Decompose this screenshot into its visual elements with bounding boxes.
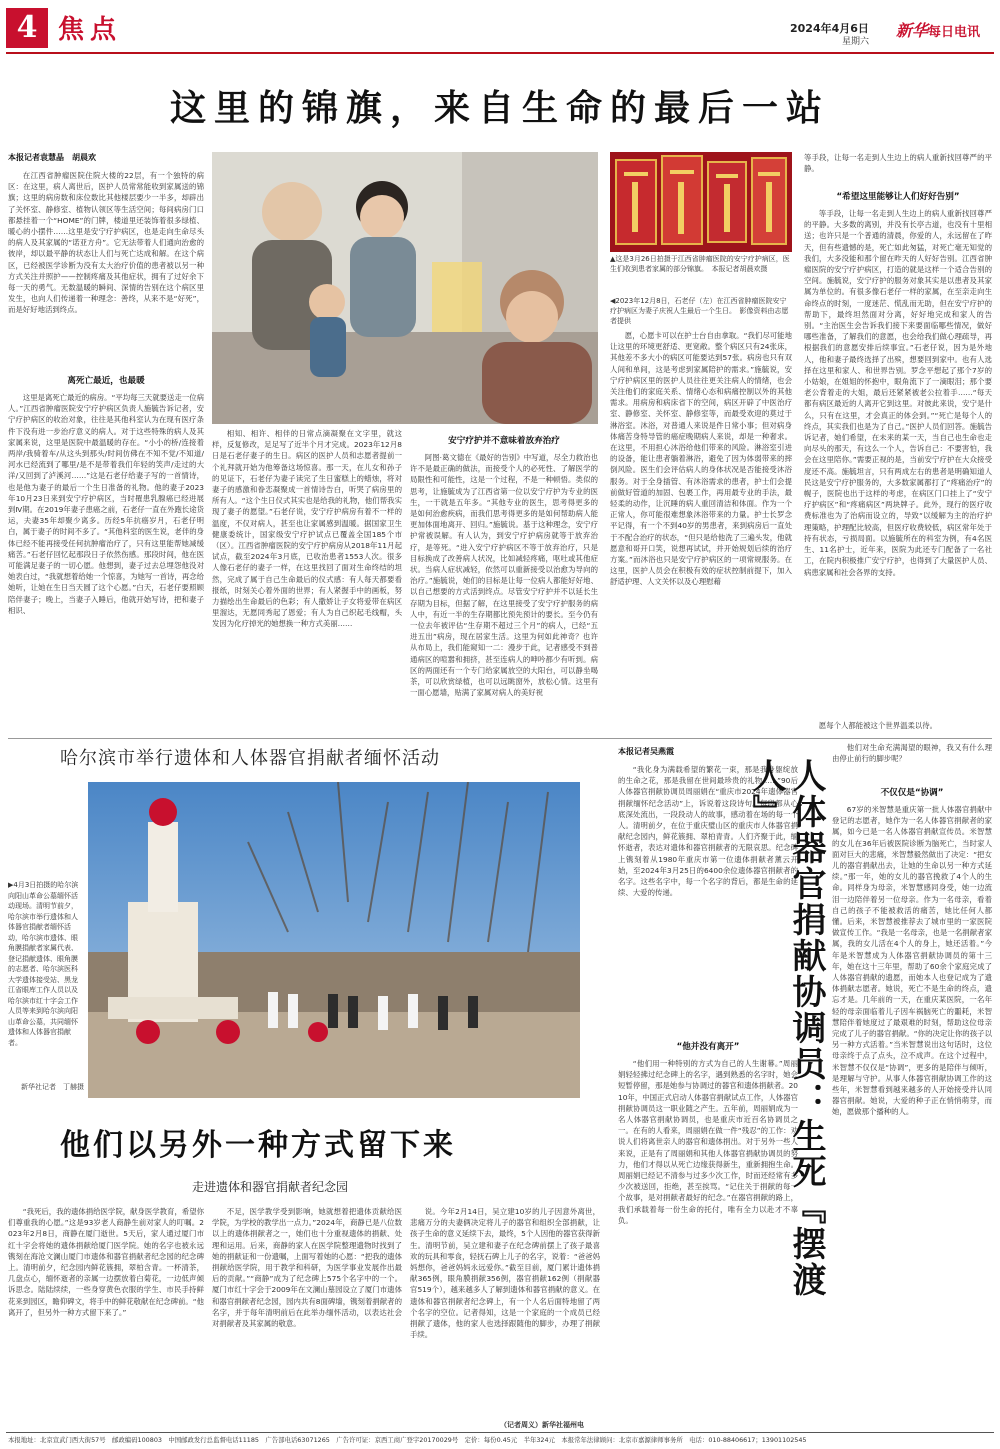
article1-col2 bbox=[212, 428, 402, 732]
article4-col1b bbox=[618, 1058, 798, 1428]
article3-headline: 他们以另外一种方式留下来 bbox=[60, 1128, 456, 1163]
memorial-illustration bbox=[88, 782, 580, 1098]
article1-col5-end bbox=[804, 720, 992, 732]
article3-col2-text: 不足，医学教学受到影响，她就想着把遗体贡献给医学院，为学校的教学出一点力。”2024年，商静已是八位数以上的遗体捐献者之一，她们也十分重视遗体的捐献、处理和运用。后来，商静的家人在医学院整理遗物时找到了她的捐献证和一份遗嘱，上面写着她的心愿：“把我的遗体捐献给医学院，用于教学和科研，为医学事业发展作出最后的贡献。”“商静”成为了纪念碑上575个名字中的一个。厦门市红十字会于2009年在文澜山墓园设立了厦门市遗体和器官捐献者纪念园，园内共有8面碑墙，镌刻着捐献者的名字，并于每年清明前后在此举办缅怀活动，以表达社会对捐献者及其家属的敬意。 bbox=[212, 1207, 402, 1329]
article3-subhead: 走进遗体和器官捐献者纪念园 bbox=[192, 1180, 349, 1194]
article3-credit: （记者周义）新华社福州电 bbox=[500, 1421, 584, 1429]
harbin-caption: ▶4月3日拍摄的哈尔滨向阳山革命公墓缅怀活动现场。清明节前夕，哈尔滨市举行遗体和人体器官捐献者缅怀活动，哈尔滨市遗体、眼角膜捐献者家属代表、登记捐献遗体、眼角膜的志愿者、哈尔滨医科大学遗体接受站、黑龙江省眼库工作人员以及哈尔滨市红十字会工作人员等来到哈尔滨向阳山革命公墓，共同缅怀遗体和人体器官捐献者。 bbox=[8, 881, 79, 1047]
banners-caption: ▲这是3月26日拍摄于江西省肿瘤医院的安宁疗护病区，医生们收到患者家属的部分锦旗。 本报记者胡晨欢摄 bbox=[610, 255, 790, 273]
section-divider bbox=[8, 738, 992, 739]
article1-col5-text: 等手段，让每一名走到人生边上的病人重新找回尊严的平静。大多数的离别，并没有长亭古道，也没有十里相送；也许只是一个普通的清晨，你爱的人，永远留在了昨天，但有些遗憾的是，死亡如此匆猛，对死亡毫无知觉的我们，大多没能和那个留在昨天的人好好告别。江西省肿瘤医院的安宁疗护病区，打造的就是这样一个适合告别的空间。施毓说，安宁疗护的服务对象其实是以患者及其家属为单位的。有很多像石老仔一样的家属，在至亲走向生命终点的时刻，一度迷茫、慌乱而无助，但在安宁疗护的帮助下，最终坦然面对分离，好好地完成和家人的告别。“主治医生会告诉我们接下来要面临哪些情况，做好哪些准备，了解我们的意愿，也会给我们做心理疏导，再根据我们的意愿安排后续事宜。”石老仔说，因为是外地人，他和妻子最终选择了出殡，想要回到家中。也有人选择在这里和家人、和世界告别。罗念平想起了那个7岁的小姑娘，在姐姐的怀抱中，眼角流下了一滴眼泪；那个要老公背着走的大姐，最后还紧紧被老公拉着手……“每天都有病区最近的人离开它到这里。对彼此来说，安宁是什么，只有在这里，才会真正的体会到。”“死亡是每个人的终点，其实我们也是为了自己。”医护人员们回答。施毓告诉记者，她们希望，在未来的某一天，当自己也生命也走向尽头的那天，有这么一个人，告诉自己：不要害怕，我会在这里陪你。”需要正视的是，当前安宁疗护在大众接受度还不高。施毓坦言，只有两成左右的患者是明确知道人民这是安宁疗护服务的，大多数家属都打了“疼痛治疗”的幌子，医院也出于这样的考虑，在病区门口挂上了“安宁疗护病区”和“疼痛病区”两块牌子。此外，现行的医疗收费标准也为了治病而设立的，导致“以缓解为主的治疗护理策略，护理配比较高，但医疗收费较低，病区常年处于持有状态，亏损局面。以施毓所在的科室为例，有4名医生、11名护士，近年来，医院为此还专门配备了一名社工，在院内积极推广安宁疗护，也得到了大量医护人员、病患家属和社会各界的支持。 bbox=[804, 209, 992, 577]
article1-col1-text: 在江西省肿瘤医院住院大楼的22层，有一个独特的病区：在这里，病人离世后，医护人员常常能收到家属送的锦旗；这里的病房数和床位数比其他楼层要少一半多，却辟出了关怀室、静修室、植物认领区等生活空间；每间病房门口都悬挂着一个“HOME”的门牌，楼道里还装饰着很多绿植、暖心的小摆件……这里是安宁疗护病区，也是走向生命尽头的病人及其家属的“诺亚方舟”。它无法带着人们通向治愈的彼岸，却以最平静的状态让人们与死亡达成和解。在这个病区，已经被医学诊断为没有太大治疗价值的患者被以另一种方式关注并照护——控制疼痛及其他症状，拥有了过好余下每一天的勇气。无数温暖的瞬间、深情的告别在这个病区里发生，也向人们传递着一种理念：善终，从来不是“好死”，而是好好地活到终点。 bbox=[8, 171, 204, 315]
photo-illustration bbox=[212, 152, 598, 424]
banners-illustration bbox=[610, 152, 792, 252]
paper-logo bbox=[896, 18, 980, 41]
article1-headline: 这里的锦旗，来自生命的最后一站 bbox=[169, 87, 830, 129]
section-title: 焦点 bbox=[58, 15, 123, 45]
article1-col4-text: 愿，心愿卡可以在护士台自由拿取。“我们尽可能地让这里的环境更舒适、更宽敞。整个病区只有24张床，其他差不多大小的病区可能要达到57张。病房也只有双人间和单间，这是考虑到家属陪护的需求。”施毓说，安宁疗护病区里的医护人员往往更关注病人的情绪，也会关注他们的家庭关系、情绪心态和病痛控制以外的其他需求。用病房和病床省下的空间，病区开辟了中医治疗室、静修室、关怀室、静修室等，而最受欢迎的莫过于淋浴室。沐浴，对普通人来说是件日常小事；但对病身体痛苦身特导管的癌症晚期病人来说，却是一种奢求。在这里，不用担心沐浴给他们带来的风险。淋浴室引进的设备，能让患者躺着淋浴，避免了因为体弱带来的摔倒风险。医生们会评估病人的身体状况是否能接受沐浴服务。对于全身插管、有沐浴需求的患者，护士们会提前做好管道的加固、包裹工作，再用最专业的手法，最轻柔的动作，让沉睡的病人重回清洁和体面。作为一个正常人，你可能很难想象沐浴带来的力量。护士长罗念平记得，有一个不到40岁的男患者，来到病房后一直处于不配合治疗的状态，“但只是给他洗了三遍头发，他就愿意和哥开口笑，说想再试试，并开始规划后续的治疗方案。”而沐浴也只是安宁疗护病区的一项常规服务。在这里，医护人员会在积极有效的症状控制前提下，加入舒适护理、人文关怀以及心理慰藉 bbox=[610, 331, 792, 587]
article1-subhead-3: “希望这里能够让人们好好告别” bbox=[836, 192, 960, 202]
masthead-weekday: 星期六 bbox=[842, 37, 870, 47]
article3-col3 bbox=[410, 1206, 600, 1416]
article1-col1 bbox=[8, 170, 204, 365]
article4-col2 bbox=[832, 742, 992, 778]
article4-col1-text: “我化身为满载希望的繁花一束，那是我身躯绽放的生命之花，那是我留在世间最珍贵的礼物……”90后人体器官捐献协调员周丽娟在“重庆市2024年遗体器官捐献缅怀纪念活动”上，诉说着这段诗句。每段都从心底深处流出，一段段动人的故事，感动着在场的每一个人。清明前夕，在位于重庆璧山区的重庆市人体器官捐献纪念园内，鲜花簇拥、翠柏青青。人们齐聚于此，缅怀逝者，表达对遗体和器官捐献者的无限哀思。纪念碑上镌刻着从1980年重庆市第一位遗体捐献者薰云开始，至2024年3月25日的6400余位遗体器官捐献者的名字。这些名字中，每一个名字的背后，都是生命的延续、大爱的传递。 bbox=[618, 765, 798, 898]
article3-col3-text: 说。今年2月14日，吴立建10岁的儿子因意外离世，悲痛万分的夫妻俩决定将儿子的器官和组织全部捐献，让孩子生命的意义延续下去，最终，5个人因他的器官获得新生。清明节前，吴立建和妻子在纪念碑前摆上了孩子最喜欢的玩具和零食，轻抚石碑上儿子的名字，说着：“爸爸妈妈想你，爸爸妈妈永远爱你。”截至目前，厦门累计遗体捐献365例，眼角膜捐献356例，器官捐献162例（捐献器官519个），越来越多人了解到遗体和器官捐献的意义。在遗体和器官捐献者纪念碑上，有一个人名后面特地留了两个名字的空位。记者得知，这是一个家庭的一个成员已经捐献了遗体，他的家人也选择跟随他的脚步，办理了捐献手续。 bbox=[410, 1207, 600, 1340]
article4-subhead-1: “他并没有离开” bbox=[676, 1042, 740, 1052]
paper-logo-rest: 每日电讯 bbox=[928, 25, 981, 40]
article4-subhead-2: 不仅仅是“协调” bbox=[880, 788, 944, 798]
paper-logo-brand: 新华 bbox=[896, 21, 929, 40]
hospice-family-photo bbox=[212, 152, 598, 424]
article1-col2-text: 相知、相许、相伴的日常点滴凝聚在文字里，就这样，反复修改，足足写了近半个月才完成。2023年12月8日是石老仔妻子的生日。病区的医护人员和志愿者提前一个礼拜就开始为他筹备这场惊喜。那一天，在儿女和孙子的见证下，石老仔为妻子读完了生日蜜糕上的蜡烛，将对妻子的感激和眷恋凝聚成一首情诗告白，听哭了病房里的所有人。“这个生日仪式其实也是给我的礼物，他们帮我实现了妻子的愿望。”石老仔说，安宁疗护病房有着不一样的温度，不仅对病人，甚至也让家属感到温暖。据国家卫生健康委统计，国家级安宁疗护试点已覆盖全国185个市（区）。江西省肿瘤医院的安宁疗护病房从2018年11月起试点，截至2024年3月底，已收治患者1553人次。很多人像石老仔的妻子一样，在这里找回了面对生命终结的坦然，完成了属于自己生命最后的仪式感：有人每天都要看报纸，时刻关心着外面的世界；有人紧握手中的画板，努力描绘出生命最后的色彩；有人撒娇让子女将爱带在病区里溜达，无愿同秀起了恩爱；有人为自己织起毛线帽，头发因为化疗掉光的她想换一种方式美丽…… bbox=[212, 429, 402, 629]
article1-subhead-2: 安宁疗护并不意味着放弃治疗 bbox=[448, 436, 560, 446]
masthead-rule bbox=[6, 52, 994, 54]
article2-headline: 哈尔滨市举行遗体和人体器官捐献者缅怀活动 bbox=[60, 748, 440, 769]
article1-col5-intro: 等手段，让每一名走到人生边上的病人重新找回尊严的平静。 bbox=[804, 153, 992, 174]
article4-col2b bbox=[832, 804, 992, 1428]
silk-banners-photo bbox=[610, 152, 792, 252]
article1-col4 bbox=[610, 330, 792, 732]
article1-col3-text: 阿图·葛文德在《最好的告别》中写道，尽全力救治也许不是最正确的做法，而接受个人的必死性、了解医学的局限性和可能性，这是一个过程，不是一种顿悟。类似的思考，让施毓成为了江西省第一位以安宁疗护为专业的医生，一干就是五年多。“其他专业的医生，思考得更多的是如何治愈疾病，而我们思考得更多的是如何帮助病人能更加体面地离开、回归。”施毓说。基于这种理念，安宁疗护常被误解。有人认为，到安宁疗护病房就等于放弃治疗，是等死。“进入安宁疗护病区不等于放弃治疗，只是目标换成了改善病人状况，比如减轻疼痛，呕吐或其他症状。当病人症状减轻，依然可以重新接受以治愈为导向的治疗。”施毓说，她们的目标是让每一位病人都能好好地、以自己想要的方式活到终点。尽管安宁疗护并不以延长生存期为目标，但据了解，在这里接受了安宁疗护服务的病人中，有近一半的生存期都比预先预计的要长。至今仍有一位去年被评估“生存期不超过三个月”的病人，已经“五进五出”病房，现在居家生活。这里为何如此神奇？也许从布局上，我们能窥知一二：漫步于此，记者感受不到普通病区的喧嚣和拥挤，甚至连病人的呻吟都少有听到。病区的两面还有一个专门给家属放空的大阳台，可以静坐喝茶，可以欣赏绿植，也可以远眺窗外，放松心情。这里有一面心愿墙，贴满了家属对病人的美好祝 bbox=[410, 453, 598, 698]
footer-rule bbox=[6, 1432, 994, 1433]
harbin-credit: 新华社记者 丁赫摄 bbox=[21, 1083, 84, 1091]
article4-col2b-text: 67岁的米智慧是重庆第一批人体器官捐献中登记的志愿者，她作为一名人体器官捐献者的家属，如今已是一名人体器官捐献宣传员。米智慧的女儿在36年后被医院诊断为脑死亡，当时家人面对巨大的悲痛，米智慧毅然做出了决定：“把女儿的器官捐献出去，让她的生命以另一种方式延续。”那一年，她的女儿的器官挽救了4个人的生命。同样身为母亲，米智慧感同身受，她一边流泪一边陪伴着另一位母亲。作为一名母亲，看着自己的孩子不能被救活的痛苦，她比任何人都懂。后来，米智慧被推荐去了城市里的一家医院做宣传工作。“我是一名母亲，也是一名捐献者家属，我的女儿活在4个人的身上，她还活着。”今年是米智慧成为人体器官捐献协调员的第十三年，她在这十三年里，帮助了60余个家庭完成了人体器官捐献的遗愿，而她本人也登记成为了遗体捐献志愿者。她说，死亡不是生命的终点，遗忘才是。几年前的一天，在重庆某医院，一名年轻的母亲面临着儿子因车祸脑死亡的噩耗，米智慧陪伴着她度过了最艰难的时刻，帮助这位母亲完成了儿子的器官捐献。“你的决定让你的孩子以另一种方式活着。”当米智慧说出这句话时，这位母亲终于点了点头，泣不成声。在这个过程中，米智慧不仅仅是“协调”，更多的是陪伴与倾听，是理解与守护。从事人体器官捐献协调工作的这些年，米智慧看到越来越多的人开始接受并认同器官捐献。她说，大爱的种子正在悄悄萌芽，而她，愿做那个播种的人。 bbox=[832, 805, 992, 1117]
article3-col1 bbox=[8, 1206, 204, 1416]
article1-col3 bbox=[410, 452, 598, 732]
article4-byline: 本报记者吴燕霞 bbox=[618, 747, 674, 756]
birthday-caption: ◀2023年12月8日，石老仔（左）在江西省肿瘤医院安宁疗护病区为妻子庆祝人生最后一个生日。 影像资料由志愿者提供 bbox=[610, 297, 789, 325]
article1-subhead-1: 离死亡最近，也最暖 bbox=[67, 376, 145, 386]
article1-col1b bbox=[8, 392, 204, 732]
masthead-date: 2024年4月6日 bbox=[790, 22, 869, 35]
article1-col1b-text: 这里是离死亡最近的病房。“平均每三天就要送走一位病人。”江西省肿瘤医院安宁疗护病区负责人施毓告诉记者，安宁疗护病区的收治对象，往往是其他科室认为在现有医疗条件下没有进一步治疗意义的病人。对于这些特殊的病人及其家属来说，这里是医院中最温暖的存在。“小小的桥/连接着两岸/我骑着车/从这头到那头/时间仿佛在不知不觉/不知道/河水已经流到了哪里/是不是带着我们年轻的笑声/走过的大洋/又回到了泸溪河……”这是石老仔给妻子写的一首情诗，也是他为妻子的最后一个生日准备的礼物。他的妻子2023年10月23日来到安宁疗护病区，当时罹患乳腺癌已经进展到Ⅳ期。在2019年妻子患癌之前，石老仔一直在外跑长途货运，夫妻35年却聚少离多。历经5年抗癌岁月，石老仔明白，属于妻子的时间不多了。“其他科室的医生说，老伴的身体已经不能再接受任何抗肿瘤治疗了，只有这里能帮她减缓痛苦。”石老仔回忆起那段日子依然伤感。那段时间，他在医可能满足妻子的一切心愿。他想到，妻子过去总埋怨他没对她表白过，“我就想着给她一个惊喜，为她写一首诗，再念给她听，让她在生日当天圆了这个心愿。”白天，石老仔要照顾陪伴妻子；晚上，当妻子入睡后，他就开始写诗，把和妻子相识、 bbox=[8, 393, 204, 615]
article3-col2 bbox=[212, 1206, 402, 1416]
harbin-memorial-photo bbox=[88, 782, 580, 1098]
article1-col5-end-text: 愿每个人都能被这个世界温柔以待。 bbox=[818, 721, 938, 730]
article1-byline: 本报记者袁慧晶 胡晨欢 bbox=[8, 153, 96, 162]
article3-col1-text: “我死后，我的遗体捐给医学院，献身医学教育，希望你们尊重我的心愿。”这是93岁老人商静生前对家人的叮嘱。2023年2月8日，商静在厦门逝世。5天后，家人通过厦门市红十字会将她的遗体捐献给厦门医学院。她的名字也被永远镌刻在海沧文澜山厦门市遗体和器官捐献者纪念园的纪念碑上。清明前夕，纪念园内鲜花簇拥，翠柏含青。一杯清茶，几盘点心，缅怀逝者的亲属一边摆放着白菊花，一边低声倾诉思念。陆陆续续，一些身穿黄色衣服的学生、市民手持鲜花来到园区，瞻仰碑文，将手中的鲜花敬献在纪念碑前。“他离开了，但另外一种方式留下来了。” bbox=[8, 1207, 204, 1317]
page-number: 4 bbox=[16, 10, 38, 45]
article1-col5b bbox=[804, 208, 992, 718]
footer-info: 本报地址：北京宣武门西大街57号 邮政编码100803 中国邮政发行总监督电话11185 广告部电话63071265 广告许可证：京西工商广登字20170029号 定价：每份0.45元 半年324元 本报常年法律顾问：北京市嘉源律师事务所 电话：010-88406617；13901102545 bbox=[8, 1436, 807, 1444]
article1-col5 bbox=[804, 152, 992, 182]
article4-vertical-headline: 人体器官捐献协调员：生死『摆渡人』 bbox=[746, 758, 826, 1298]
article4-col1b-text: “他们用一种特别的方式为自己的人生谢幕。”周丽娟轻轻拂过纪念碑上的名字，遇到熟悉的名字时，她会短暂停留，那是她参与协调过的器官和遗体捐献者。2010年，中国正式启动人体器官捐献试点工作，人体器官捐献协调员这一职业随之产生。五年前，周丽娟成为一名人体器官捐献协调员，也是重庆市近百名协调员之一。在有的人看来，周丽娟在做一件“残忍”的工作：劝说人们将离世亲人的器官和遗体捐出。对于另外一些人来说，正是有了周丽娟和其他人体器官捐献协调员的努力，他们才得以从死亡边缘获得新生，重新拥抱生命。周丽娟已经记不清参与过多少次工作，时而还经常有多少次被送回，拒绝，甚至挨骂。“记住关于捐献的每一个故事，是对捐献者最好的纪念。”在器官捐献的路上，我们承载着每一份生命的托付，唯有全力以赴才不辜负。 bbox=[618, 1059, 798, 1225]
article4-col2-text: 他们对生命充满渴望的眼神，我又有什么理由停止前行的脚步呢？ bbox=[832, 743, 992, 764]
